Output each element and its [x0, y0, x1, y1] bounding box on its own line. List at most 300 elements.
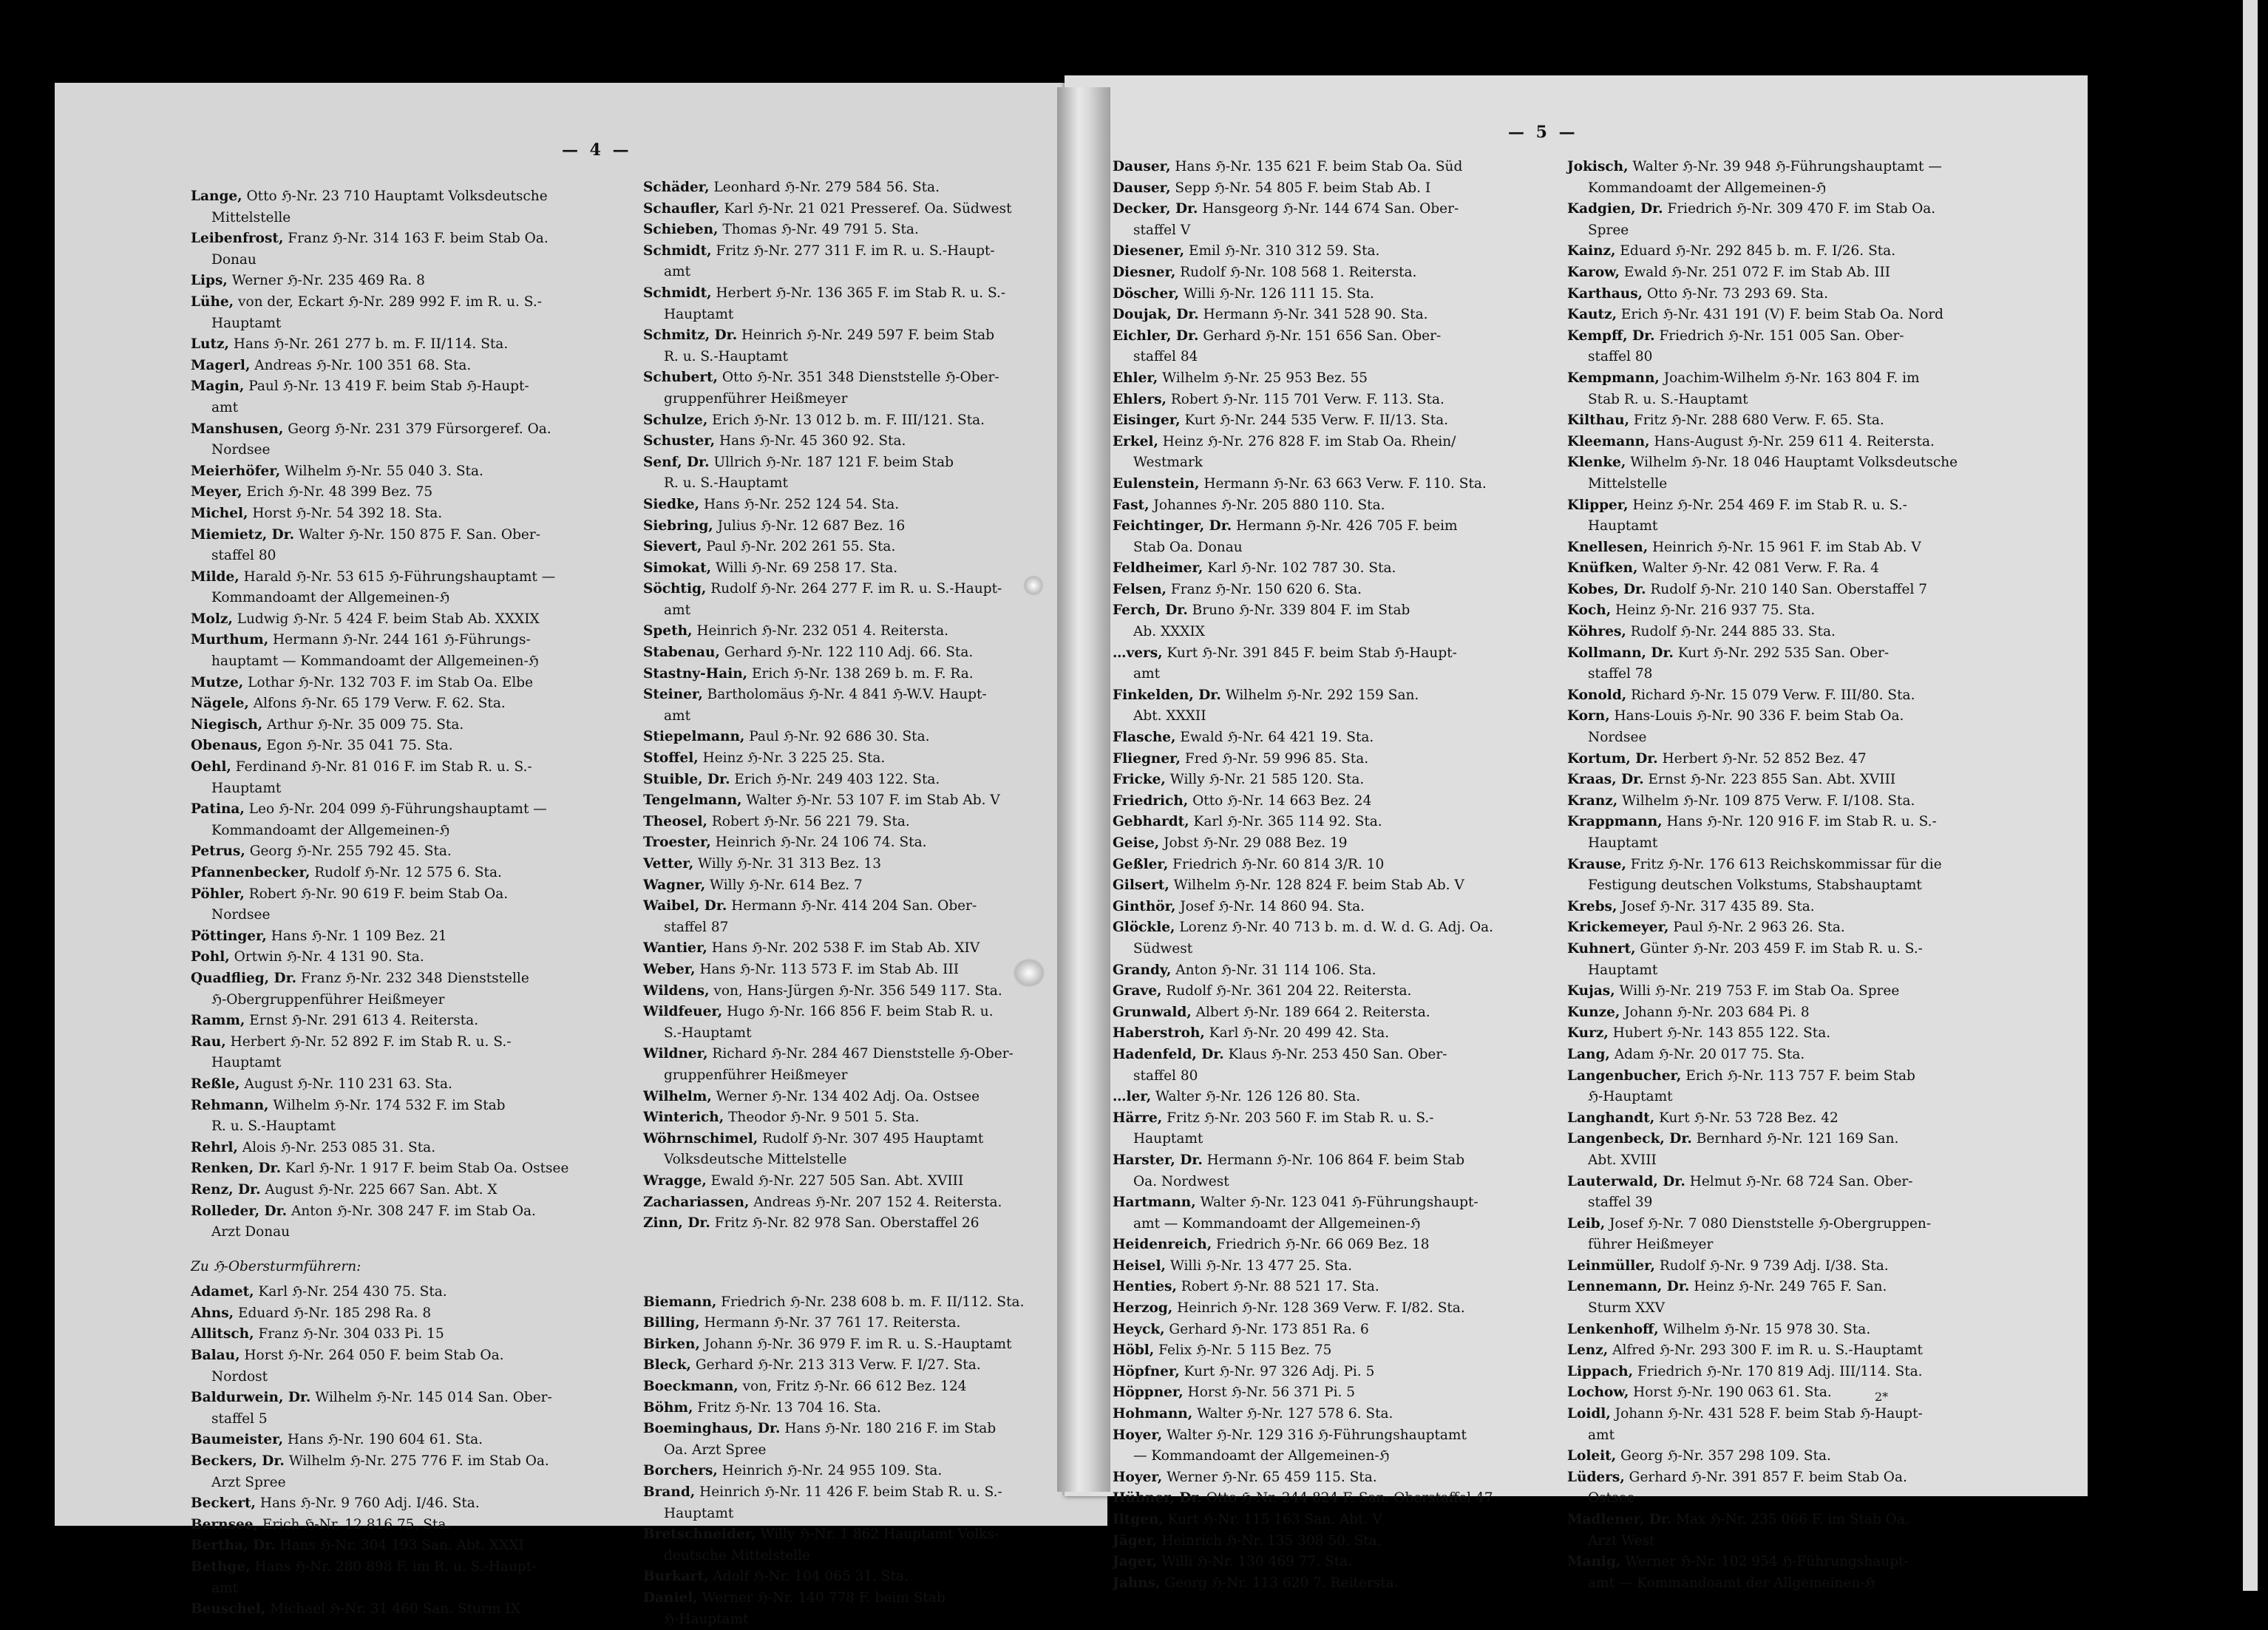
- entry-details: Fritz ℌ-Nr. 176 613 Reichskommissar für die: [1630, 856, 1942, 872]
- entry-details: Paul ℌ-Nr. 13 419 F. beim Stab ℌ-Haupt-: [248, 378, 529, 395]
- entry-surname: Biemann,: [643, 1294, 717, 1310]
- entry-surname: Rehrl,: [191, 1139, 238, 1155]
- entry-details: Wilhelm ℌ-Nr. 174 532 F. im Stab: [273, 1097, 506, 1113]
- register-entry: [191, 799, 568, 841]
- entry-surname: Köhres,: [1567, 624, 1626, 640]
- entry-continuation: Abt. XVIII: [1588, 1152, 1657, 1168]
- entry-surname: Hadenfeld, Dr.: [1113, 1046, 1224, 1062]
- register-entry: [643, 241, 1024, 283]
- entry-surname: Ramm,: [191, 1013, 245, 1029]
- register-entry: [1113, 474, 1493, 495]
- register-entry: [191, 1074, 568, 1096]
- entry-details: Kurt ℌ-Nr. 97 326 Adj. Pi. 5: [1184, 1363, 1375, 1379]
- entry-continuation: Hauptamt: [1588, 518, 1658, 534]
- entry-details: Robert ℌ-Nr. 115 701 Verw. F. 113. Sta.: [1170, 391, 1444, 407]
- register-entry: [643, 1192, 1024, 1214]
- register-entry: [643, 199, 1024, 220]
- register-entry: [1113, 1045, 1493, 1087]
- register-entry: [191, 1011, 568, 1032]
- register-entry: [191, 715, 568, 736]
- entry-details: Paul ℌ-Nr. 202 261 55. Sta.: [706, 539, 896, 555]
- entry-surname: Jäger,: [1113, 1532, 1158, 1549]
- register-entry: [1113, 727, 1493, 749]
- entry-details: Heinz ℌ-Nr. 249 765 F. San.: [1694, 1279, 1887, 1295]
- entry-continuation: amt: [211, 399, 239, 415]
- entry-details: Herbert ℌ-Nr. 52 852 Bez. 47: [1662, 750, 1867, 767]
- entry-surname: Kollmann, Dr.: [1567, 645, 1674, 661]
- entry-surname: Lüders,: [1567, 1469, 1625, 1485]
- register-entry: [643, 579, 1024, 621]
- entry-surname: Hübner, Dr.: [1113, 1490, 1202, 1507]
- entry-details: Robert ℌ-Nr. 56 221 79. Sta.: [711, 813, 910, 829]
- entry-surname: Beckers, Dr.: [191, 1453, 285, 1470]
- register-entry: [1113, 1235, 1493, 1256]
- entry-details: Gerhard ℌ-Nr. 213 313 Verw. F. I/27. Sta.: [695, 1357, 981, 1373]
- entry-details: Hubert ℌ-Nr. 143 855 122. Sta.: [1612, 1025, 1831, 1042]
- entry-continuation: Oa. Nordwest: [1133, 1173, 1229, 1189]
- entry-details: Anton ℌ-Nr. 31 114 106. Sta.: [1175, 962, 1376, 978]
- register-entry: [191, 567, 568, 609]
- entry-continuation: staffel 80: [1588, 349, 1653, 365]
- entry-details: Willi ℌ-Nr. 13 477 25. Sta.: [1169, 1257, 1352, 1274]
- entry-surname: Sievert,: [643, 539, 702, 555]
- entry-surname: Gebhardt,: [1113, 814, 1189, 830]
- entry-details: Erich ℌ-Nr. 138 269 b. m. F. Ra.: [752, 665, 974, 682]
- entry-surname: Brand,: [643, 1484, 696, 1501]
- register-entry: [1113, 1087, 1493, 1108]
- entry-details: Ortwin ℌ-Nr. 4 131 90. Sta.: [234, 949, 424, 965]
- entry-details: Gerhard ℌ-Nr. 391 857 F. beim Stab Oa.: [1629, 1469, 1907, 1485]
- entry-details: Erich ℌ-Nr. 113 757 F. beim Stab: [1685, 1067, 1915, 1084]
- register-entry: [1567, 1320, 1958, 1341]
- entry-details: Georg ℌ-Nr. 255 792 45. Sta.: [249, 843, 452, 860]
- paper-hole: [1013, 958, 1045, 988]
- entry-surname: Jahns,: [1113, 1575, 1161, 1591]
- entry-details: Michael ℌ-Nr. 31 460 San. Sturm IX: [270, 1601, 520, 1617]
- register-entry: [1567, 1277, 1958, 1319]
- register-entry: [1113, 1531, 1493, 1552]
- register-entry: [1113, 833, 1493, 855]
- register-entry: [1567, 1340, 1958, 1362]
- entry-continuation: Stab Oa. Donau: [1133, 539, 1243, 555]
- register-entry: [1567, 537, 1958, 559]
- register-entry: [191, 228, 568, 271]
- entry-surname: Meierhöfer,: [191, 463, 281, 479]
- register-entry: [1567, 410, 1958, 432]
- entry-surname: Langenbucher,: [1567, 1067, 1682, 1084]
- entry-surname: Harster, Dr.: [1113, 1152, 1203, 1168]
- register-entry: [1567, 917, 1958, 939]
- entry-details: Otto ℌ-Nr. 14 663 Bez. 24: [1192, 792, 1372, 809]
- section-heading: Zu ℌ-Obersturmführern:: [191, 1258, 361, 1274]
- entry-details: Hansgeorg ℌ-Nr. 144 674 San. Ober-: [1202, 201, 1459, 217]
- entry-surname: Bretschneider,: [643, 1527, 756, 1543]
- entry-surname: Felsen,: [1113, 581, 1167, 597]
- register-entry: [1113, 770, 1493, 791]
- entry-surname: Pöttinger,: [191, 928, 267, 944]
- register-entry: [1113, 875, 1493, 897]
- entry-details: Felix ℌ-Nr. 5 115 Bez. 75: [1158, 1342, 1332, 1359]
- register-entry: [643, 1292, 1024, 1314]
- entry-surname: Lutz,: [191, 336, 229, 353]
- entry-details: Hans ℌ-Nr. 180 216 F. im Stab: [784, 1421, 997, 1437]
- register-entry: [191, 503, 568, 525]
- register-entry: [191, 1032, 568, 1074]
- entry-surname: Herzog,: [1113, 1300, 1173, 1317]
- entry-continuation: Spree: [1588, 222, 1629, 238]
- entry-surname: Miemietz, Dr.: [191, 526, 295, 543]
- entry-details: Erich ℌ-Nr. 48 399 Bez. 75: [246, 484, 433, 500]
- entry-surname: Langenbeck, Dr.: [1567, 1131, 1692, 1147]
- register-entry: [643, 1376, 1024, 1398]
- register-entry: [1567, 749, 1958, 770]
- entry-details: Max ℌ-Nr. 235 066 F. im Stab Oa.: [1676, 1512, 1909, 1527]
- entry-details: Karl ℌ-Nr. 1 917 F. beim Stab Oa. Ostsee: [285, 1161, 569, 1177]
- register-entry: [1113, 791, 1493, 812]
- entry-continuation: ℌ-Hauptamt: [664, 1611, 749, 1627]
- entry-surname: Heyck,: [1113, 1321, 1165, 1337]
- register-entry: [191, 186, 568, 228]
- entry-surname: Ehler,: [1113, 370, 1158, 386]
- entry-surname: Zachariassen,: [643, 1194, 750, 1210]
- entry-surname: Hartmann,: [1113, 1195, 1196, 1211]
- entry-details: Walter ℌ-Nr. 123 041 ℌ-Führungshaupt-: [1200, 1195, 1478, 1211]
- entry-continuation: Hauptamt: [664, 306, 734, 322]
- entry-continuation: Nordsee: [1588, 730, 1647, 746]
- entry-continuation: Arzt Spree: [211, 1474, 286, 1490]
- entry-details: Josef ℌ-Nr. 7 080 Dienststelle ℌ-Obergruppen-: [1609, 1215, 1932, 1232]
- register-entry: [1113, 1192, 1493, 1235]
- register-entry: [1113, 1320, 1493, 1341]
- entry-continuation: R. u. S.-Hauptamt: [211, 1118, 336, 1135]
- register-entry: [643, 495, 1024, 516]
- entry-surname: Daniel,: [643, 1590, 698, 1606]
- register-entry: [643, 981, 1024, 1002]
- entry-surname: Pfannenbecker,: [191, 865, 310, 880]
- entry-details: Wilhelm ℌ-Nr. 25 953 Bez. 55: [1162, 370, 1368, 386]
- entry-surname: Boeminghaus, Dr.: [643, 1421, 781, 1437]
- entry-surname: Boeckmann,: [643, 1379, 739, 1395]
- entry-details: Walter ℌ-Nr. 42 081 Verw. F. Ra. 4: [1642, 560, 1879, 577]
- entry-surname: Kunze,: [1567, 1004, 1620, 1020]
- entry-details: Rudolf ℌ-Nr. 12 575 6. Sta.: [314, 865, 502, 880]
- register-entry: [643, 1398, 1024, 1419]
- entry-surname: Siedke,: [643, 496, 700, 512]
- entry-surname: Wagner,: [643, 877, 706, 893]
- entry-details: Wilhelm ℌ-Nr. 145 014 San. Ober-: [315, 1390, 552, 1406]
- entry-details: Ewald ℌ-Nr. 227 505 San. Abt. XVIII: [710, 1172, 964, 1189]
- entry-surname: Siebring,: [643, 517, 713, 534]
- entry-details: Horst ℌ-Nr. 56 371 Pi. 5: [1187, 1385, 1356, 1401]
- entry-surname: Kurz,: [1567, 1025, 1609, 1042]
- entry-details: Wilhelm ℌ-Nr. 109 875 Verw. F. I/108. Sta.: [1622, 792, 1915, 809]
- register-entry: [1567, 199, 1958, 241]
- entry-surname: Koch,: [1567, 602, 1612, 619]
- entry-details: Friedrich ℌ-Nr. 66 069 Bez. 18: [1216, 1237, 1430, 1253]
- register-entry: [1567, 1023, 1958, 1045]
- entry-surname: Kempff, Dr.: [1567, 327, 1655, 344]
- entry-surname: Allitsch,: [191, 1326, 254, 1342]
- entry-continuation: Hauptamt: [211, 780, 282, 796]
- register-entry: [643, 1524, 1024, 1566]
- entry-details: Paul ℌ-Nr. 92 686 30. Sta.: [749, 729, 930, 745]
- register-entry: [1567, 1467, 1958, 1510]
- entry-surname: Bleck,: [643, 1357, 691, 1373]
- entry-surname: Stuible, Dr.: [643, 771, 730, 787]
- register-entry: [1113, 812, 1493, 833]
- entry-details: Leo ℌ-Nr. 204 099 ℌ-Führungshauptamt —: [248, 801, 547, 818]
- entry-details: Wilhelm ℌ-Nr. 275 776 F. im Stab Oa.: [288, 1453, 549, 1470]
- entry-surname: Iltgen,: [1113, 1512, 1164, 1527]
- entry-surname: Jokisch,: [1567, 159, 1629, 174]
- entry-surname: Michel,: [191, 505, 248, 521]
- entry-details: Albert ℌ-Nr. 189 664 2. Reitersta.: [1195, 1004, 1430, 1020]
- register-entry: [191, 673, 568, 694]
- entry-surname: Lochow,: [1567, 1385, 1629, 1401]
- entry-continuation: Hauptamt: [211, 1055, 282, 1071]
- entry-details: Günter ℌ-Nr. 203 459 F. im Stab R. u. S.-: [1640, 940, 1923, 957]
- entry-details: Walter ℌ-Nr. 127 578 6. Sta.: [1197, 1406, 1393, 1422]
- register-entry: [191, 757, 568, 799]
- entry-surname: Böhm,: [643, 1399, 693, 1416]
- entry-details: Fritz ℌ-Nr. 82 978 San. Oberstaffel 26: [714, 1215, 979, 1232]
- register-entry: [1567, 812, 1958, 854]
- entry-continuation: staffel V: [1133, 222, 1191, 238]
- register-entry: [1113, 1150, 1493, 1192]
- register-entry: [643, 664, 1024, 685]
- entry-details: Alfons ℌ-Nr. 65 179 Verw. F. 62. Sta.: [253, 696, 506, 712]
- entry-surname: Wildner,: [643, 1046, 708, 1062]
- entry-details: Richard ℌ-Nr. 15 079 Verw. F. III/80. Sta.: [1631, 687, 1915, 703]
- register-entry: [643, 1044, 1024, 1086]
- register-entry: [1113, 960, 1493, 982]
- entry-details: Julius ℌ-Nr. 12 687 Bez. 16: [717, 517, 906, 534]
- entry-continuation: Arzt West: [1588, 1532, 1655, 1549]
- register-entry: [643, 516, 1024, 537]
- entry-details: Wilhelm ℌ-Nr. 55 040 3. Sta.: [285, 463, 483, 479]
- entry-surname: Mutze,: [191, 674, 244, 690]
- entry-details: Hermann ℌ-Nr. 106 864 F. beim Stab: [1206, 1152, 1465, 1168]
- register-entry: [1113, 749, 1493, 770]
- register-entry: [1113, 1340, 1493, 1362]
- entry-surname: Obenaus,: [191, 738, 262, 754]
- entry-continuation: amt: [664, 602, 691, 618]
- entry-surname: Vetter,: [643, 856, 694, 872]
- entry-details: Leonhard ℌ-Nr. 279 584 56. Sta.: [713, 180, 940, 195]
- entry-details: Kurt ℌ-Nr. 391 845 F. beim Stab ℌ-Haupt-: [1167, 645, 1457, 661]
- entry-surname: Kuhnert,: [1567, 940, 1636, 957]
- entry-details: Bruno ℌ-Nr. 339 804 F. im Stab: [1192, 602, 1410, 619]
- register-entry: [643, 431, 1024, 452]
- entry-details: Fritz ℌ-Nr. 288 680 Verw. F. 65. Sta.: [1633, 412, 1884, 429]
- register-entry: [643, 938, 1024, 960]
- register-entry: [1567, 1446, 1958, 1467]
- entry-surname: Erkel,: [1113, 433, 1158, 449]
- register-entry: [1113, 368, 1493, 390]
- register-entry: [191, 1324, 568, 1345]
- entry-surname: Magin,: [191, 378, 245, 395]
- register-entry: [643, 537, 1024, 558]
- entry-surname: Kilthau,: [1567, 412, 1630, 429]
- entry-surname: Krappmann,: [1567, 814, 1663, 830]
- entry-details: Erich ℌ-Nr. 431 191 (V) F. beim Stab Oa. Nord: [1620, 307, 1944, 323]
- entry-details: Friedrich ℌ-Nr. 60 814 3/R. 10: [1172, 856, 1385, 872]
- entry-surname: …vers,: [1113, 645, 1163, 661]
- register-entry: [1113, 305, 1493, 326]
- register-entry: [191, 1201, 568, 1243]
- entry-details: Ferdinand ℌ-Nr. 81 016 F. im Stab R. u. S.-: [235, 759, 532, 775]
- entry-details: Johann ℌ-Nr. 203 684 Pi. 8: [1624, 1004, 1810, 1020]
- entry-surname: Meyer,: [191, 484, 242, 500]
- entry-surname: Ginthör,: [1113, 898, 1176, 914]
- register-entry: [1113, 199, 1493, 241]
- register-entry: [191, 356, 568, 377]
- register-entry: [643, 790, 1024, 812]
- entry-details: Heinz ℌ-Nr. 3 225 25. Sta.: [702, 750, 886, 767]
- entry-details: Kurt ℌ-Nr. 115 163 San. Abt. V: [1167, 1512, 1382, 1527]
- register-entry: [643, 621, 1024, 642]
- register-entry: [1567, 1172, 1958, 1214]
- entry-surname: Wildens,: [643, 982, 710, 999]
- register-entry: [643, 558, 1024, 580]
- entry-continuation: gruppenführer Heißmeyer: [664, 390, 848, 407]
- entry-surname: Balau,: [191, 1348, 240, 1364]
- entry-continuation: Donau: [211, 251, 257, 268]
- entry-details: Josef ℌ-Nr. 14 860 94. Sta.: [1180, 898, 1365, 914]
- entry-continuation: staffel 80: [211, 548, 276, 564]
- entry-surname: Hoyer,: [1113, 1469, 1163, 1485]
- entry-continuation: Festigung deutschen Volkstums, Stabshauptamt: [1588, 877, 1922, 894]
- entry-surname: Schäder,: [643, 180, 710, 195]
- register-entry: [1113, 495, 1493, 517]
- register-entry: [1567, 685, 1958, 707]
- entry-details: Wilhelm ℌ-Nr. 15 978 30. Sta.: [1663, 1321, 1871, 1337]
- entry-surname: Kempmann,: [1567, 370, 1660, 386]
- right-column-c: [1113, 157, 1493, 1594]
- entry-surname: Schmitz, Dr.: [643, 327, 738, 344]
- entry-details: Hans ℌ-Nr. 252 124 54. Sta.: [704, 496, 900, 512]
- entry-details: Alois ℌ-Nr. 253 085 31. Sta.: [242, 1139, 436, 1155]
- entry-details: Willi ℌ-Nr. 69 258 17. Sta.: [715, 560, 898, 576]
- register-entry: [1113, 516, 1493, 558]
- entry-surname: Feldheimer,: [1113, 560, 1203, 577]
- entry-details: Harald ℌ-Nr. 53 615 ℌ-Führungshauptamt —: [243, 568, 556, 585]
- entry-details: Heinz ℌ-Nr. 254 469 F. im Stab R. u. S.-: [1632, 497, 1907, 513]
- register-entry: [191, 1345, 568, 1388]
- entry-continuation: ℌ-Hauptamt: [1588, 1089, 1673, 1105]
- entry-details: August ℌ-Nr. 225 667 San. Abt. X: [265, 1181, 498, 1198]
- register-entry: [1567, 1066, 1958, 1108]
- entry-surname: Senf, Dr.: [643, 454, 710, 470]
- entry-details: Lothar ℌ-Nr. 132 703 F. im Stab Oa. Elbe: [248, 674, 534, 690]
- entry-details: Hans ℌ-Nr. 113 573 F. im Stab Ab. III: [699, 961, 960, 977]
- entry-details: Kurt ℌ-Nr. 53 728 Bez. 42: [1659, 1110, 1838, 1126]
- register-entry: [1567, 305, 1958, 326]
- entry-details: Walter ℌ-Nr. 129 316 ℌ-Führungshauptamt: [1167, 1427, 1467, 1443]
- entry-details: Adolf ℌ-Nr. 104 065 31. Sta.: [713, 1569, 909, 1585]
- entry-continuation: Abt. XXXII: [1133, 708, 1206, 724]
- entry-details: Erich ℌ-Nr. 13 012 b. m. F. III/121. Sta.: [712, 412, 985, 428]
- entry-details: Erich ℌ-Nr. 249 403 122. Sta.: [734, 771, 940, 787]
- register-entry: [643, 1588, 1024, 1630]
- entry-details: Heinrich ℌ-Nr. 11 426 F. beim Stab R. u. S.-: [699, 1484, 1002, 1501]
- entry-surname: Krause,: [1567, 856, 1626, 872]
- entry-details: Rudolf ℌ-Nr. 244 885 33. Sta.: [1630, 624, 1836, 640]
- entry-continuation: Hauptamt: [664, 1505, 734, 1521]
- register-entry: [643, 325, 1024, 367]
- entry-details: Walter ℌ-Nr. 39 948 ℌ-Führungshauptamt —: [1632, 159, 1942, 174]
- entry-surname: Feichtinger, Dr.: [1113, 518, 1232, 534]
- entry-surname: Madlener, Dr.: [1567, 1512, 1672, 1527]
- entry-details: Kurt ℌ-Nr. 292 535 San. Ober-: [1677, 645, 1890, 661]
- register-entry: [1113, 1298, 1493, 1320]
- register-entry: [643, 410, 1024, 432]
- register-entry: [1567, 452, 1958, 495]
- entry-surname: Kranz,: [1567, 792, 1618, 809]
- entry-details: August ℌ-Nr. 110 231 63. Sta.: [244, 1076, 452, 1092]
- register-entry: [191, 736, 568, 757]
- entry-surname: Birken,: [643, 1336, 700, 1352]
- register-entry: [1567, 558, 1958, 580]
- register-entry: [643, 1171, 1024, 1192]
- left-column-a: [191, 186, 568, 1620]
- register-entry: [1567, 1108, 1958, 1130]
- entry-details: Friedrich ℌ-Nr. 238 608 b. m. F. II/112. Sta.: [721, 1294, 1025, 1310]
- register-entry: [1113, 643, 1493, 685]
- register-entry: [643, 1419, 1024, 1461]
- entry-surname: Höppner,: [1113, 1385, 1184, 1401]
- entry-surname: Klenke,: [1567, 455, 1626, 471]
- entry-surname: Tengelmann,: [643, 792, 742, 809]
- entry-details: Rudolf ℌ-Nr. 361 204 22. Reitersta.: [1166, 983, 1412, 999]
- entry-surname: Loidl,: [1567, 1406, 1611, 1422]
- register-entry: [1113, 262, 1493, 284]
- entry-surname: Fliegner,: [1113, 750, 1181, 767]
- entry-surname: Lang,: [1567, 1046, 1610, 1062]
- entry-details: von, Hans-Jürgen ℌ-Nr. 356 549 117. Sta.: [713, 982, 1002, 999]
- entry-details: Hans ℌ-Nr. 261 277 b. m. F. II/114. Sta.: [233, 336, 509, 353]
- register-entry: [1113, 1510, 1493, 1531]
- entry-details: Hermann ℌ-Nr. 244 161 ℌ-Führungs-: [273, 632, 531, 648]
- entry-details: von der, Eckart ℌ-Nr. 289 992 F. im R. u. S.-: [238, 293, 542, 310]
- entry-surname: Eichler, Dr.: [1113, 327, 1199, 344]
- entry-surname: Eulenstein,: [1113, 475, 1200, 492]
- register-entry: [191, 630, 568, 672]
- entry-details: Willy ℌ-Nr. 31 313 Bez. 13: [698, 856, 881, 872]
- entry-surname: Langhandt,: [1567, 1110, 1655, 1126]
- entry-details: Hermann ℌ-Nr. 414 204 San. Ober-: [731, 898, 977, 914]
- register-entry: [191, 1303, 568, 1325]
- entry-details: Kurt ℌ-Nr. 244 535 Verw. F. II/13. Sta.: [1184, 412, 1449, 429]
- entry-details: Eduard ℌ-Nr. 185 298 Ra. 8: [238, 1305, 432, 1321]
- entry-details: Walter ℌ-Nr. 126 126 80. Sta.: [1155, 1089, 1361, 1105]
- register-entry: [1113, 685, 1493, 727]
- book-gutter: [1057, 87, 1110, 1492]
- entry-details: Johannes ℌ-Nr. 205 880 110. Sta.: [1153, 497, 1385, 513]
- entry-continuation: Volksdeutsche Mittelstelle: [664, 1152, 847, 1168]
- register-entry: [191, 609, 568, 631]
- page-number-left: — 4 —: [562, 140, 632, 160]
- register-entry: [1567, 1382, 1958, 1404]
- register-entry: [643, 812, 1024, 833]
- entry-surname: Höpfner,: [1113, 1363, 1180, 1379]
- entry-details: Heinz ℌ-Nr. 276 828 F. im Stab Oa. Rhein/: [1162, 433, 1456, 449]
- register-entry: [1567, 791, 1958, 812]
- page-number-right: — 5 —: [1508, 123, 1578, 142]
- entry-details: Egon ℌ-Nr. 35 041 75. Sta.: [266, 738, 453, 754]
- entry-details: Hermann ℌ-Nr. 341 528 90. Sta.: [1203, 307, 1428, 323]
- entry-surname: Fast,: [1113, 497, 1150, 513]
